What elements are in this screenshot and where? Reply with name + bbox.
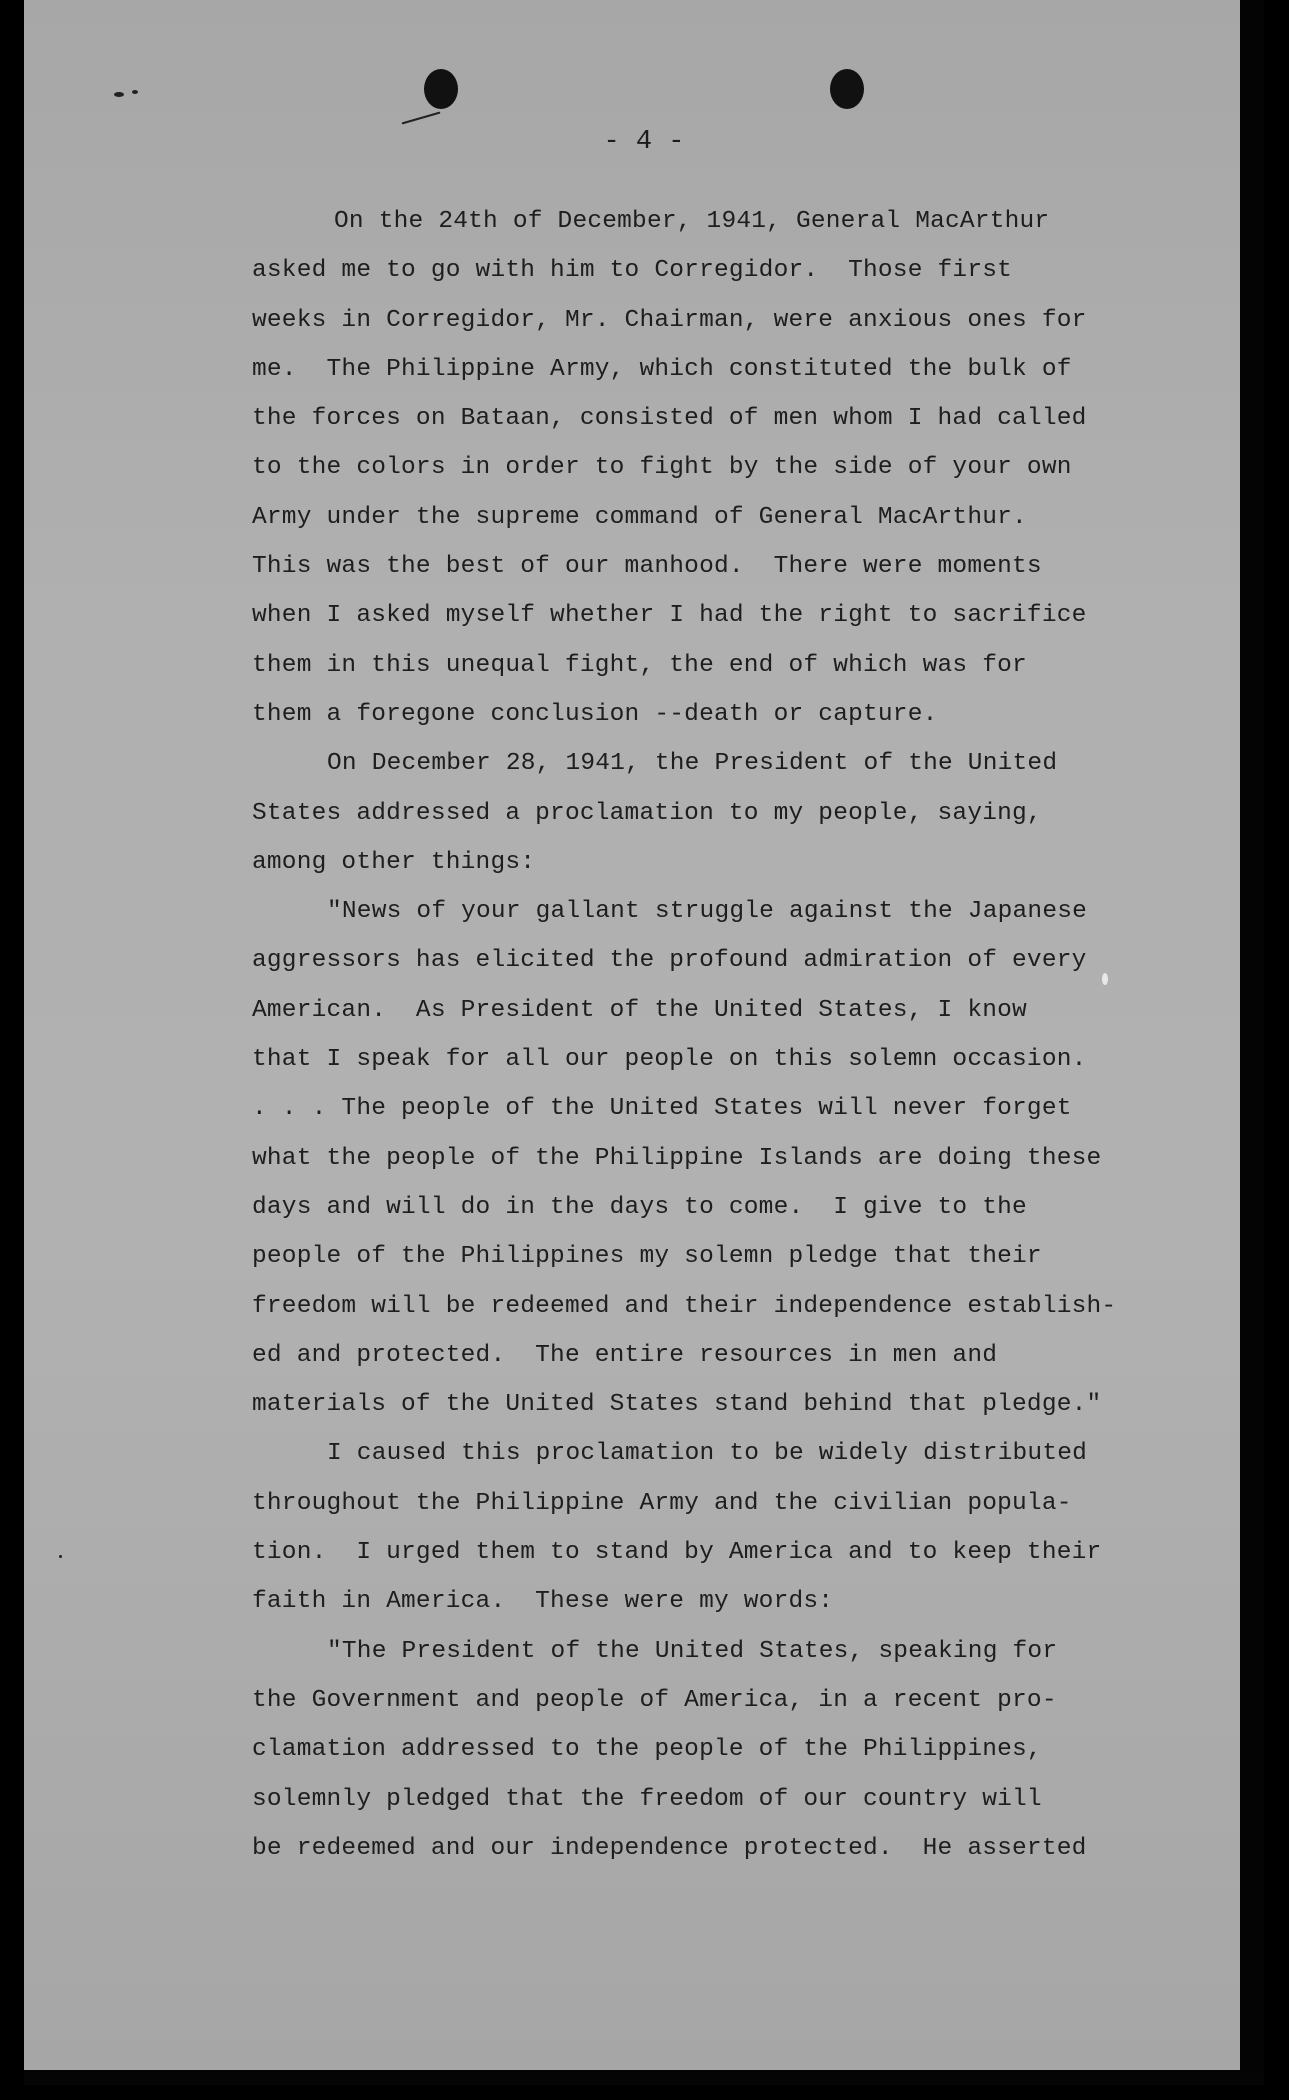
text-line: weeks in Corregidor, Mr. Chairman, were anxious ones for: [252, 306, 1087, 334]
text-line: On the 24th of December, 1941, General MacArthur: [334, 208, 1050, 235]
text-line: them in this unequal fight, the end of which was for: [252, 651, 1027, 679]
text-line: On December 28, 1941, the President of the United: [327, 750, 1058, 778]
document-page: [24, 0, 1264, 2085]
text-line: . . . The people of the United States will never forget: [252, 1095, 1072, 1123]
ink-speck: [59, 1555, 62, 1558]
text-line: the forces on Bataan, consisted of men whom I had called: [252, 405, 1087, 433]
text-line: asked me to go with him to Corregidor. Those first: [252, 257, 1013, 285]
ink-speck: [132, 90, 138, 94]
text-line: them a foregone conclusion --death or capture.: [252, 700, 938, 728]
text-line: materials of the United States stand behind that pledge.": [252, 1391, 1102, 1419]
text-line: the Government and people of America, in a recent pro-: [252, 1686, 1057, 1714]
text-line: what the people of the Philippine Islands are doing these: [252, 1144, 1102, 1172]
text-line: Army under the supreme command of General MacArthur.: [252, 503, 1027, 531]
text-line: freedom will be redeemed and their independence establish-: [252, 1292, 1117, 1320]
text-line: when I asked myself whether I had the right to sacrifice: [252, 602, 1087, 630]
text-line: "The President of the United States, speaking for: [327, 1637, 1058, 1665]
text-line: me. The Philippine Army, which constituted the bulk of: [252, 355, 1072, 383]
text-line: ed and protected. The entire resources in men and: [252, 1341, 998, 1369]
scan-border-right: [1240, 0, 1264, 2085]
text-line: solemnly pledged that the freedom of our country will: [252, 1785, 1042, 1813]
punch-hole-right: [830, 69, 864, 109]
text-line: among other things:: [252, 848, 536, 876]
text-line: States addressed a proclamation to my people, saying,: [252, 799, 1042, 827]
text-line: American. As President of the United States, I know: [252, 996, 1027, 1024]
text-line: people of the Philippines my solemn pledge that their: [252, 1243, 1042, 1271]
text-line: clamation addressed to the people of the Philippines,: [252, 1736, 1042, 1764]
text-line: that I speak for all our people on this solemn occasion.: [252, 1046, 1087, 1074]
text-line: tion. I urged them to stand by America and to keep their: [252, 1539, 1102, 1567]
text-line: to the colors in order to fight by the side of your own: [252, 454, 1072, 482]
typewritten-body: [252, 197, 1117, 1873]
punch-hole-left: [424, 69, 458, 109]
text-line: faith in America. These were my words:: [252, 1588, 834, 1616]
text-line: be redeemed and our independence protected. He asserted: [252, 1834, 1087, 1862]
scan-border-bottom: [24, 2070, 1264, 2085]
text-line: days and will do in the days to come. I give to the: [252, 1193, 1027, 1221]
text-line: aggressors has elicited the profound admiration of every: [252, 947, 1087, 975]
text-line: throughout the Philippine Army and the civilian popula-: [252, 1489, 1072, 1517]
page-number: - 4 -: [603, 127, 685, 157]
text-line: This was the best of our manhood. There were moments: [252, 553, 1042, 581]
text-line: I caused this proclamation to be widely distributed: [327, 1440, 1088, 1468]
ink-speck: [114, 92, 124, 97]
pencil-mark: [401, 112, 440, 125]
text-line: "News of your gallant struggle against the Japanese: [327, 898, 1088, 926]
